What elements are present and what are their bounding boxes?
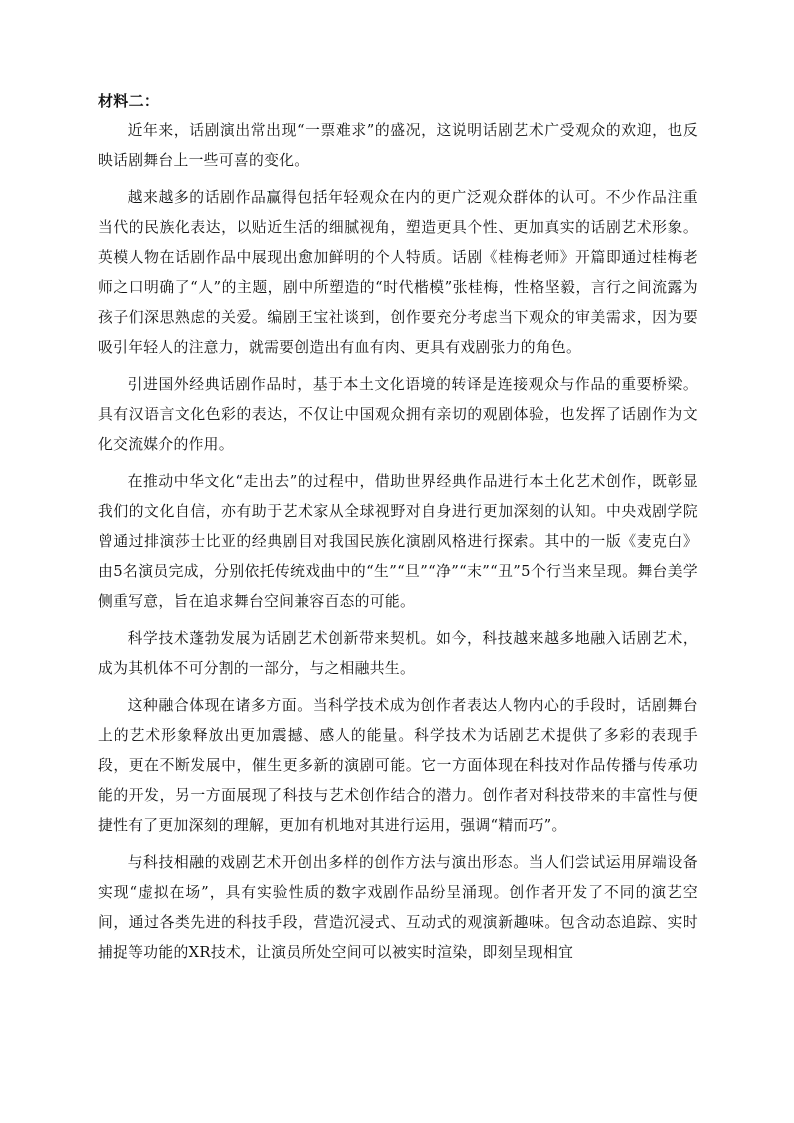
paragraph-7: 与科技相融的戏剧艺术开创出多样的创作方法与演出形态。当人们尝试运用屏端设备实现“虚拟在场”，具有实验性质的数字戏剧作品纷呈涌现。创作者开发了不同的演艺空间，通过各类先进的科技手段，营造沉浸式、互动式的观演新趣味。包含动态追踪、实时捕捉等功能的XR技术，让演员所处空间可以被实时渲染，即刻呈现相宜 [98, 854, 698, 961]
paragraph-3: 引进国外经典话剧作品时，基于本土文化语境的转译是连接观众与作品的重要桥梁。具有汉语言文化色彩的表达，不仅让中国观众拥有亲切的观剧体验，也发挥了话剧作为文化交流媒介的作用。 [98, 376, 698, 453]
section-heading: 材料二： [98, 92, 160, 110]
document-body [98, 86, 698, 968]
paragraph-2: 越来越多的话剧作品赢得包括年轻观众在内的更广泛观众群体的认可。不少作品注重当代的民族化表达，以贴近生活的细腻视角，塑造更具个性、更加真实的话剧艺术形象。英模人物在话剧作品中展现出愈加鲜明的个人特质。话剧《桂梅老师》开篇即通过桂梅老师之口明确了“人”的主题，剧中所塑造的“时代楷模”张桂梅，性格坚毅，言行之间流露为孩子们深思熟虑的关爱。编剧王宝社谈到，创作要充分考虑当下观众的审美需求，因为要吸引年轻人的注意力，就需要创造出有血有肉、更具有戏剧张力的角色。 [98, 189, 698, 356]
paragraph-1: 近年来，话剧演出常出现“一票难求”的盛况，这说明话剧艺术广受观众的欢迎，也反映话剧舞台上一些可喜的变化。 [98, 122, 698, 169]
paragraph-6: 这种融合体现在诸多方面。当科学技术成为创作者表达人物内心的手段时，话剧舞台上的艺术形象释放出更加震撼、感人的能量。科学技术为话剧艺术提供了多彩的表现手段，更在不断发展中，催生更多新的演剧可能。它一方面体现在科技对作品传播与传承功能的开发，另一方面展现了科技与艺术创作结合的潜力。创作者对科技带来的丰富性与便捷性有了更加深刻的理解，更加有机地对其进行运用，强调“精而巧”。 [98, 697, 698, 834]
paragraph-4: 在推动中华文化“走出去”的过程中，借助世界经典作品进行本土化艺术创作，既彰显我们的文化自信，亦有助于艺术家从全球视野对自身进行更加深刻的认知。中央戏剧学院曾通过排演莎士比亚的经典剧目对我国民族化演剧风格进行探索。其中的一版《麦克白》由5名演员完成，分别依托传统戏曲中的“生”“旦”“净”“末”“丑”5个行当来呈现。舞台美学侧重写意，旨在追求舞台空间兼容百态的可能。 [98, 473, 698, 610]
paragraph-5: 科学技术蓬勃发展为话剧艺术创新带来契机。如今，科技越来越多地融入话剧艺术，成为其机体不可分割的一部分，与之相融共生。 [98, 630, 698, 677]
